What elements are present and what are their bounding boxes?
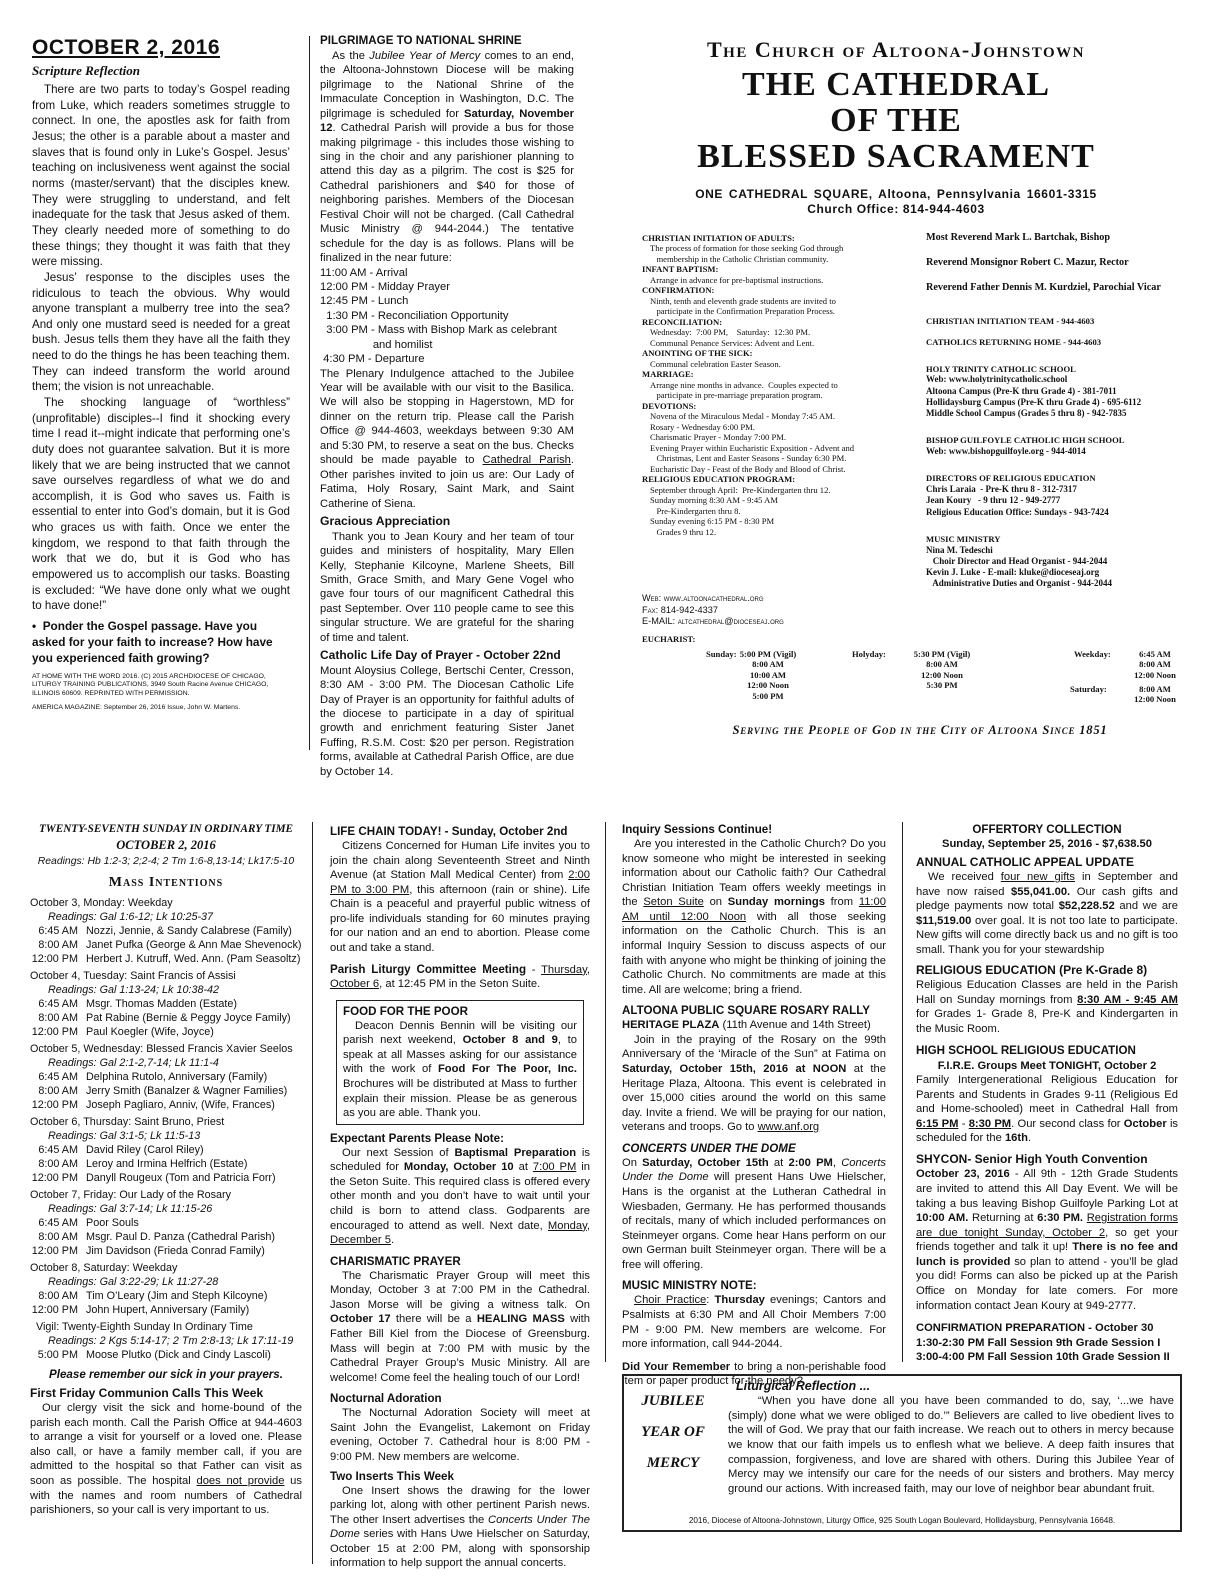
directory-groups (926, 316, 1196, 589)
liturgical-reflection (728, 1378, 1174, 1496)
clergy-rector: Reverend Monsignor Robert C. Mazur, Rector (926, 256, 1129, 268)
sacrament-detail: membership in the Catholic Christian community. (650, 253, 829, 264)
offertory-amount: Sunday, September 25, 2016 - $7,638.50 (942, 838, 1152, 851)
schedule-item: 12:45 PM - Lunch (320, 295, 409, 308)
intention-text: Paul Koegler (Wife, Joyce) (86, 1025, 214, 1038)
intention-text: Msgr. Thomas Madden (Estate) (86, 997, 238, 1010)
charismatic-heading: CHARISMATIC PRAYER (330, 1254, 461, 1268)
intention-text: Herbert J. Kutruff, Wed. Ann. (Pam Seasoltz) (86, 952, 301, 965)
sunday-name: TWENTY-SEVENTH SUNDAY IN ORDINARY TIME (38, 823, 294, 835)
schedule-item: 1:30 PM - Reconciliation Opportunity (320, 309, 509, 322)
mass-intention (30, 1143, 302, 1157)
sacrament-detail: Eucharistic Day - Feast of the Body and Blood of Christ. (650, 463, 846, 474)
appeal-text: We received four new gifts in September and have now raised $55,041.00. Our cash gifts and pledge payments now total $52,228.52 and we are $11,519.00 over goal. It is not too late to participate. New gifts will come directly back us and no gift is too small. Thank you for your stewardship (916, 871, 1179, 957)
day-readings: Readings: Gal 2:1-2,7-14; Lk 11:1-4 (48, 1056, 219, 1069)
directory-group (926, 534, 1196, 590)
mass-time: 8:00 AM (38, 1011, 78, 1024)
church-office-line: Church Office: 814-944-4603 (807, 202, 985, 217)
directory-heading: HOLY TRINITY CATHOLIC SCHOOL (926, 363, 1076, 374)
tagline: Serving the People of God in the City of Altoona Since 1851 (732, 723, 1108, 737)
mass-intentions-column (30, 822, 302, 1567)
mass-intention (30, 1025, 302, 1039)
sacrament-heading: DEVOTIONS: (642, 400, 697, 411)
clergy-vicar: Reverend Father Dennis M. Kurdziel, Parochial Vicar (926, 281, 1161, 293)
sacrament-detail: Grades 9 thru 12. (650, 526, 717, 537)
title-line-3: BLESSED SACRAMENT (697, 137, 1095, 175)
mass-time: 8:00 AM (38, 938, 78, 951)
directory-group (926, 316, 1196, 327)
reflection-paragraph: Jesus’ response to the disciples uses the ridiculous to teach the obvious. Why would anyone transplant a mulberry tree into the sea? And only one mustard seed is needed for a great bush. Jesus tells them they have all the faith they need to do the things he has been teaching them. They can indeed transform the world around them; the vision is not unreachable. (32, 270, 290, 394)
mass-time: 6:45 AM (38, 1070, 78, 1083)
sunday-readings: Readings: Hb 1:2-3; 2;2-4; 2 Tm 1:6-8,13-14; Lk17:5-10 (37, 855, 295, 867)
email-address: E-MAIL: altcathedral@dioceseaj.org (642, 616, 784, 626)
mass-intention (30, 924, 302, 938)
contact-info (642, 593, 914, 633)
mercy-word: MERCY (646, 1454, 700, 1471)
life-day-text: Mount Aloysius College, Bertschi Center, Cresson, 8:30 AM - 3:00 PM. The Diocesan Catholic Life Day of Prayer is an opportunity for faithful adults of the diocese to participate in a day of spiritual growth and enrichment featuring Sister Janet Fuffing, R.S.M. Cost: $20 per person. Registration forms, available at Cathedral Parish Office, are due by October 14. (320, 664, 574, 778)
credit-line: AT HOME WITH THE WORD 2016. (C) 2015 ARCHDIOCESE OF CHICAGO, LITURGY TRAINING PUBLICATIONS, 3949 South Racine Avenue CHICAGO, ILLINOIS 60609. REPRINTED WITH PERMISSION. (32, 672, 269, 697)
mass-intention (30, 1011, 302, 1025)
sacrament-detail: Charismatic Prayer - Monday 7:00 PM. (650, 432, 787, 443)
mass-time: 12:00 PM (31, 952, 78, 965)
mass-day: Vigil: Twenty-Eighth Sunday In Ordinary Time (30, 1321, 253, 1334)
mass-day: October 4, Tuesday: Saint Francis of Assisi (30, 969, 236, 982)
column-divider (605, 822, 606, 1362)
directory-line: Web: www.bishopguilfoyle.org - 944-4014 (926, 446, 1086, 457)
first-friday-text: Our clergy visit the sick and home-bound of the parish each month. Call the Parish Office at 944-4603 to arrange a visit for yourself or a loved one. Please also call, or have a family member call, if you are admitted to the hospital so that Father can visit as soon as possible. The hospital does not provide us with the names and room numbers of Cathedral parishioners, so your call is very important to us. (30, 1402, 302, 1517)
mass-time: 8:00 AM (38, 1290, 78, 1303)
sacrament-detail: Ninth, tenth and eleventh grade students are invited to (650, 295, 836, 306)
intention-text: Delphina Rutolo, Anniversary (Family) (86, 1070, 268, 1083)
mass-day: October 8, Saturday: Weekday (30, 1262, 178, 1275)
sacrament-detail: September through April: Pre-Kindergarten thru 12. (650, 484, 831, 495)
mass-intention (30, 1098, 302, 1112)
mass-intention (30, 1230, 302, 1244)
mass-intention (30, 1084, 302, 1098)
expectant-parents-heading: Expectant Parents Please Note: (330, 1131, 504, 1145)
sacrament-detail: Communal Penance Services: Advent and Lent. (650, 337, 815, 348)
web-address: Web: www.altoonacathedral.org (642, 593, 764, 603)
mass-intention (30, 997, 302, 1011)
inserts-text: One Insert shows the drawing for the lower parking lot, along with other pertinent Parish news. The other Insert advertises the Concerts Under The Dome series with Hans Uwe Hielscher on Saturday, October 15 at 2:00 PM, along with sponsorship information to help support the annual concerts. (330, 1484, 590, 1570)
reflection-paragraph: The shocking language of “worthless” (unprofitable) disciples--I find it shocking every time I read it--might indicate that performing one’s duty does not guarantee salvation. But it is more likely that we are being instructed that we cannot save ourselves regardless of what we do and accomplish, it is God who saves us. Faith is essential to enter into God’s domain, but it is God who graces us with faith. Once we enter the kingdom, we respond to that faith through the work that we do, but it is God who has empowered us to accomplish our tasks. Boasting is excluded: “We have done only what we ought to have done!” (32, 396, 290, 613)
mass-time: 8:00 AM (38, 1158, 78, 1171)
cathedral-title (596, 67, 1196, 175)
appreciation-text: Thank you to Jean Koury and her team of tour guides and ministers of hospitality, Mary Ellen Kelly, Stephanie Kilcoyne, Marlene Sheets, Bill Smith, Grace Smith, and Mary Gene Vogel who gave four tours of our magnificent Cathedral this past September. Over 110 people came to see this singular structure. We are grateful for the sharing of time and talent. (320, 530, 574, 644)
shycon-text: October 23, 2016 - All 9th - 12th Grade Students are invited to attend this All Day Event. We will be taking a bus leaving Bishop Guilfoyle Parking Lot at 10:00 AM. Returning at 6:30 PM. Registration forms are due tonight Sunday, October 2, so get your friends together and talk it up! There is no fee and lunch is provided so plan to attend - you’ll be glad you did! Forms can also be picked up at the Parish Office on Monday for late comers. For more information contact Jean Koury at 949-2777. (916, 1168, 1178, 1312)
sacrament-heading: CHRISTIAN INITIATION OF ADULTS: (642, 233, 795, 243)
liturgical-reflection-text: “When you have done all you have been commanded to do, say, ‘...we have (simply) done what we were obliged to do.’” Believers are called to live obedient lives to the will of God. We pray that our faith increase. We reach out to others in mercy because we know that our faith impels us to enflesh what we believe. A deep faith insures that compassion, forgiveness, and love are shared with others. During this Jubilee Year of Mercy may we intensify our care for the needs of our sisters and brothers. May mercy ground our actions. With increased faith, may our love of neighbor bear abundant fruit. (728, 1395, 1174, 1495)
education-column (916, 822, 1178, 1370)
holyday-label: Holyday: (852, 649, 886, 659)
mass-intentions-heading: Mass Intentions (108, 875, 224, 891)
holyday-times (892, 649, 992, 691)
shycon-heading: SHYCON- Senior High Youth Convention (916, 1151, 1148, 1166)
saturday-mass-time: 12:00 Noon (1134, 694, 1176, 705)
concerts-heading: CONCERTS UNDER THE DOME (622, 1141, 796, 1155)
announcements-column (330, 824, 590, 1569)
mass-intention (30, 1216, 302, 1230)
sunday-times (718, 649, 818, 701)
directory-line: Web: www.holytrinitycatholic.school (926, 374, 1068, 385)
food-heading: FOOD FOR THE POOR (343, 1004, 468, 1018)
confirmation-heading: CONFIRMATION PREPARATION - October 30 (916, 1322, 1154, 1335)
indulgence-text: The Plenary Indulgence attached to the Jubilee Year will be available with our visit to the Basilica. We will also be stopping in Hagerstown, MD for dinner on the return trip. Please call the Parish Office @ 944-4603, weekdays between 9:30 AM and 5:30 PM, to reserve a seat on the bus. Checks should be made payable to Cathedral Parish. Other parishes invited to join us are: Our Lady of Fatima, Holy Rosary, Saint Mark, and Saint Catherine of Siena. (320, 367, 574, 510)
mass-time: 6:45 AM (38, 997, 78, 1010)
life-chain-heading: LIFE CHAIN TODAY! - Sunday, October 2nd (330, 825, 568, 838)
first-friday-heading: First Friday Communion Calls This Week (30, 1385, 264, 1400)
jubilee-reflection-box (622, 1374, 1182, 1532)
inquiry-heading: Inquiry Sessions Continue! (622, 823, 773, 836)
mass-time: 12:00 PM (31, 1304, 78, 1317)
pilgrimage-text: As the Jubilee Year of Mercy comes to an end, the Altoona-Johnstown Diocese will be making pilgrimage to the National Shrine of the Immaculate Conception in Washington, D.C. The pilgrimage is scheduled for Saturday, November 12. Cathedral Parish will provide a bus for those making pilgrimage - this includes those wishing to sing in the choir and any parishioner planning to attend this day as a pilgrim. The cost is $25 for Cathedral parishioners and $40 for those of neighboring parishes. Members of the Diocesan Festival Choir will not be charged. (Call Cathedral Music Ministry @ 944-2044.) The tentative schedule for the day is as follows. Plans will be finalized in the near future: (320, 49, 575, 265)
mass-intention (30, 1244, 302, 1258)
directory-line: Nina M. Tedeschi (926, 544, 993, 555)
day-readings: Readings: Gal 1:13-24; Lk 10:38-42 (48, 983, 220, 996)
nocturnal-adoration-heading: Nocturnal Adoration (330, 1392, 442, 1406)
schedule-item: 12:00 PM - Midday Prayer (320, 280, 450, 293)
intention-text: Joseph Pagliaro, Anniv, (Wife, Frances) (86, 1098, 275, 1111)
intention-text: Nozzi, Jennie, & Sandy Calabrese (Family) (86, 924, 292, 937)
confirmation-session-1: 1:30-2:30 PM Fall Session 9th Grade Session I (916, 1336, 1161, 1349)
mass-intention (30, 1348, 302, 1362)
title-line-2: OF THE (830, 101, 962, 139)
intention-text: Janet Pufka (George & Ann Mae Shevenock) (86, 938, 302, 951)
sunday-mass-time: 8:00 AM (752, 659, 784, 670)
weekday-mass-time: 6:45 AM (1139, 649, 1171, 659)
sick-prayer-note: Please remember our sick in your prayers. (49, 1367, 283, 1381)
intention-text: Msgr. Paul D. Panza (Cathedral Parish) (86, 1231, 276, 1244)
intention-text: Pat Rabine (Bernie & Peggy Joyce Family) (86, 1011, 291, 1024)
sacrament-heading: CONFIRMATION: (642, 285, 715, 296)
mass-time: 6:45 AM (38, 924, 78, 937)
sacrament-detail: The process of formation for those seeking God through (650, 243, 844, 254)
mass-time: 12:00 PM (31, 1172, 78, 1185)
sacrament-heading: RELIGIOUS EDUCATION PROGRAM: (642, 474, 796, 485)
rosary-rally-location: HERITAGE PLAZA (11th Avenue and 14th Street) (622, 1019, 871, 1032)
sacrament-detail: Communal celebration Easter Season. (650, 358, 781, 369)
eucharist-schedule (642, 634, 1202, 712)
intention-text: Tim O’Leary (Jim and Steph Kilcoyne) (86, 1290, 268, 1303)
masthead (596, 34, 1196, 217)
parish-directory (926, 232, 1196, 637)
mass-time: 6:45 AM (38, 1144, 78, 1157)
day-readings: Readings: 2 Kgs 5:14-17; 2 Tm 2:8-13; Lk 17:11-19 (48, 1335, 294, 1348)
saturday-label: Saturday: (1070, 684, 1107, 694)
sacrament-detail: Arrange nine months in advance. Couples expected to (650, 379, 838, 390)
life-chain-text: Citizens Concerned for Human Life invites you to join the chain along Seventeenth Street and Ninth Avenue (at Station Mall Medical Center) from 2:00 PM to 3:00 PM, this afternoon (rain or shine). Life Chain is a peaceful and prayerful public witness of pro-life individuals standing for 60 minutes praying for our nation and an end to abortion. Please come out and take a stand. (330, 840, 590, 954)
fire-groups-line: F.I.R.E. Groups Meet TONIGHT, October 2 (937, 1059, 1157, 1072)
food-for-the-poor-box (336, 1000, 584, 1125)
mass-intention (30, 1303, 302, 1317)
sacrament-heading: ANOINTING OF THE SICK: (642, 348, 753, 359)
sacrament-heading: INFANT BAPTISM: (642, 264, 719, 275)
directory-line: Middle School Campus (Grades 5 thru 8) - 942-7835 (926, 408, 1127, 419)
baptism-prep-text: Our next Session of Baptismal Preparation is scheduled for Monday, October 10 at 7:00 PM in the Seton Suite. This required class is offered every other month and you don’t have to wait until your child is born to attend class. Godparents are encouraged to attend as well. Next date, Monday, December 5. (330, 1146, 590, 1247)
mass-intention (30, 938, 302, 952)
intention-text: Jim Davidson (Frieda Conrad Family) (86, 1245, 265, 1258)
ponder-text: Ponder the Gospel passage. Have you asked for your faith to increase? How have you experienced faith growing? (32, 618, 273, 665)
sacraments-list (642, 233, 914, 583)
confirmation-session-2: 3:00-4:00 PM Fall Session 10th Grade Session II (916, 1351, 1170, 1364)
directory-heading: DIRECTORS OF RELIGIOUS EDUCATION (926, 473, 1096, 484)
saturday-mass-time: 8:00 AM (1139, 684, 1171, 694)
mass-day: October 3, Monday: Weekday (30, 896, 173, 909)
concerts-text: On Saturday, October 15th at 2:00 PM, Concerts Under the Dome will present Hans Uwe Hielscher, Hans is the organist at the Lutheran Cathedral in Wiesbaden, Germany. He has performed thousands of recitals, many of which included performances on Steinmeyer organs. Come hear Hans perform on our own German built Steinmeyer organ. There will be a free will offering. (622, 1156, 886, 1271)
pilgrimage-heading: PILGRIMAGE TO NATIONAL SHRINE (320, 34, 522, 47)
directory-heading: CHRISTIAN INITIATION TEAM - 944-4603 (926, 316, 1095, 327)
directory-group (926, 435, 1196, 457)
sunday-label: Sunday: (706, 649, 737, 659)
holyday-mass-time: 5:30 PM (Vigil) (913, 649, 971, 659)
jubilee-footer: 2016, Diocese of Altoona-Johnstown, Liturgy Office, 925 South Logan Boulevard, Hollidaysburg, Pennsylvania 16648. (688, 1516, 1116, 1526)
jubilee-word: JUBILEE (641, 1393, 705, 1409)
sacrament-detail: participate in the Confirmation Preparation Process. (650, 306, 835, 317)
mass-time: 12:00 PM (31, 1245, 78, 1258)
directory-line: Kevin J. Luke - E-mail: kluke@dioceseaj.org (926, 567, 1100, 578)
sacrament-detail: Evening Prayer within Eucharistic Exposition - Advent and (650, 442, 855, 453)
rosary-rally-text: Join in the praying of the Rosary on the 99th Anniversary of the ‘Miracle of the Sun” at Fatima on Saturday, October 15th, 2016 at NOON at the Heritage Plaza, Altoona. This event is celebrated in over 15,000 cities around the world on this same day. Invite a friend. We will be praying for our nation, veterans and troops. Go to www.anf.org (622, 1033, 886, 1134)
directory-line: Chris Laraia - Pre-K thru 8 - 312-7317 (926, 484, 1077, 495)
schedule-item: 3:00 PM - Mass with Bishop Mark as celebrant (320, 324, 557, 337)
fax-number: Fax: 814-942-4337 (642, 604, 718, 615)
address-line: ONE CATHEDRAL SQUARE, Altoona, Pennsylvania 16601-3315 (695, 186, 1097, 201)
sacrament-detail: Sunday evening 6:15 PM - 8:30 PM (650, 516, 775, 527)
schedule-item: 11:00 AM - Arrival (320, 266, 408, 279)
sacrament-detail: Sunday morning 8:30 AM - 9:45 AM (650, 495, 778, 506)
directory-line: Hollidaysburg Campus (Pre-K thru Grade 4) - 695-6112 (926, 396, 1142, 407)
sacrament-heading: MARRIAGE: (642, 369, 694, 380)
inserts-heading: Two Inserts This Week (330, 1469, 454, 1483)
intention-text: Leroy and Irmina Helfrich (Estate) (86, 1158, 248, 1171)
weekday-mass-time: 8:00 AM (1139, 659, 1171, 670)
schedule-item: and homilist (320, 338, 433, 351)
mass-day: October 7, Friday: Our Lady of the Rosary (30, 1189, 232, 1202)
rosary-rally-heading: ALTOONA PUBLIC SQUARE ROSARY RALLY (622, 1004, 870, 1018)
day-readings: Readings: Gal 3:22-29; Lk 11:27-28 (48, 1276, 219, 1289)
holyday-mass-time: 8:00 AM (926, 659, 958, 670)
directory-group (926, 337, 1196, 348)
scripture-column (32, 34, 290, 754)
intention-text: David Riley (Carol Riley) (86, 1144, 204, 1157)
eucharist-label: EUCHARIST: (642, 634, 696, 644)
fire-groups-text: Family Intergenerational Religious Education for Parents and Students in Grades 9-11 (Religious Ed and Home-schooled) meet in Cathedral Hall from 6:15 PM - 8:30 PM. Our second class for October is scheduled for the 16th. (916, 1074, 1179, 1145)
saturday-times (1120, 684, 1190, 705)
directory-group (926, 473, 1196, 517)
sacrament-detail: Wednesday: 7:00 PM, Saturday: 12:30 PM. (650, 327, 811, 338)
mass-time: 12:00 PM (31, 1098, 78, 1111)
food-reminder-text: Did Your Remember to bring a non-perishable food item or paper product for the needy? (622, 1360, 886, 1388)
mass-time: 12:00 PM (31, 1025, 78, 1038)
column-divider (312, 822, 313, 1564)
day-readings: Readings: Gal 1:6-12; Lk 10:25-37 (48, 910, 214, 923)
sunday-mass-time: 5:00 PM (752, 690, 784, 701)
title-line-1: THE CATHEDRAL (741, 65, 1051, 103)
mass-day: October 6, Thursday: Saint Bruno, Priest (30, 1115, 225, 1128)
sunday-mass-time: 12:00 Noon (747, 680, 789, 691)
mass-intention (30, 1171, 302, 1185)
liturgical-reflection-heading: Liturgical Reflection ... (736, 1379, 871, 1393)
mass-intention (30, 952, 302, 966)
nocturnal-adoration-text: The Nocturnal Adoration Society will meet at Saint John the Evangelist, Lakemont on Friday evening, October 7. Cathedral hour is 8:00 PM - 9:00 PM. New members are welcome. (330, 1407, 590, 1463)
appeal-heading: ANNUAL CATHOLIC APPEAL UPDATE (916, 854, 1135, 869)
intention-text: Moose Plutko (Dick and Cindy Lascoli) (86, 1349, 271, 1362)
holyday-mass-time: 12:00 Noon (921, 669, 963, 680)
intention-text: John Hupert, Anniversary (Family) (86, 1304, 250, 1317)
weekday-mass-time: 12:00 Noon (1134, 669, 1176, 680)
clergy-bishop: Most Reverend Mark L. Bartchak, Bishop (926, 232, 1111, 243)
sunday-mass-time: 10:00 AM (749, 669, 787, 680)
liturgy-committee-text: Parish Liturgy Committee Meeting - Thursday, October 6, at 12:45 PM in the Seton Suite. (330, 962, 590, 991)
directory-heading: MUSIC MINISTRY (926, 533, 1001, 544)
sunday-date: OCTOBER 2, 2016 (116, 837, 216, 852)
mass-time: 5:00 PM (37, 1349, 78, 1362)
religious-education-text: Religious Education Classes are held in the Parish Hall on Sunday mornings from 8:30 AM - 9:45 AM for Grades 1- Grade 8, Pre-K and Kindergarten in the Music Room. (916, 979, 1178, 1035)
holyday-mass-time: 5:30 PM (926, 680, 958, 691)
mass-intention (30, 1070, 302, 1084)
intention-text: Jerry Smith (Banalzer & Wagner Families) (86, 1084, 288, 1097)
music-ministry-text: Choir Practice: Thursday evenings; Cantors and Psalmists at 6:30 PM and All Choir Members 7:00 PM - 9:00 PM. New members are welcome. For more information, call 944-2044. (622, 1294, 887, 1351)
column-divider (309, 36, 310, 750)
weekday-label: Weekday: (1074, 649, 1111, 659)
jubilee-side-text (630, 1386, 716, 1478)
charismatic-text: The Charismatic Prayer Group will meet this Monday, October 3 at 7:00 PM in the Cathedral. Jason Morse will be giving a witness talk. On October 17 there will be a HEALING MASS with Father Bill Kiel from the Diocese of Greensburg. Mass will begin at 7:00 PM with music by the Cathedral Prayer Group’s Music Ministry. All are welcome! Come feel the healing touch of our Lord! (330, 1269, 590, 1384)
directory-group (926, 364, 1196, 420)
directory-line: Administrative Duties and Organist - 944-2044 (926, 578, 1113, 589)
column-divider (902, 822, 903, 1362)
religious-education-heading: RELIGIOUS EDUCATION (Pre K-Grade 8) (916, 962, 1148, 977)
sacrament-detail: Novena of the Miraculous Medal - Monday 7:45 AM. (650, 411, 835, 422)
mass-intention (30, 1289, 302, 1303)
life-day-heading: Catholic Life Day of Prayer - October 22nd (320, 648, 561, 663)
directory-line: Altoona Campus (Pre-K thru Grade 4) - 381-7011 (926, 385, 1117, 396)
issue-date: OCTOBER 2, 2016 (32, 36, 221, 59)
food-text: Deacon Dennis Bennin will be visiting our parish next weekend, October 8 and 9, to speak at all Masses asking for our assistance with the work of Food For The Poor, Inc. Brochures will be distributed at Mass to further explain their mission. Please be as generous as you are able. Thank you. (343, 1019, 577, 1120)
year-of-word: YEAR OF (641, 1423, 705, 1440)
church-name: The Church of Altoona-Johnstown (706, 37, 1085, 62)
sacrament-detail: Pre-Kindergarten thru 8. (650, 505, 741, 516)
mass-day: October 5, Wednesday: Blessed Francis Xavier Seelos (30, 1042, 293, 1055)
directory-line: Religious Education Office: Sundays - 943-7424 (926, 506, 1109, 517)
gracious-appreciation-heading: Gracious Appreciation (320, 513, 451, 528)
day-readings: Readings: Gal 3:7-14; Lk 11:15-26 (48, 1203, 213, 1216)
pilgrimage-schedule (320, 266, 574, 367)
music-ministry-heading: MUSIC MINISTRY NOTE: (622, 1279, 757, 1293)
mass-intentions-list (30, 896, 302, 1363)
directory-heading: BISHOP GUILFOYLE CATHOLIC HIGH SCHOOL (926, 435, 1125, 446)
directory-line: Jean Koury - 9 thru 12 - 949-2777 (926, 495, 1061, 506)
mass-time: 8:00 AM (38, 1231, 78, 1244)
schedule-item: 4:30 PM - Departure (320, 353, 425, 366)
high-school-heading: HIGH SCHOOL RELIGIOUS EDUCATION (916, 1044, 1136, 1058)
intention-text: Danyll Rougeux (Tom and Patricia Forr) (86, 1172, 276, 1185)
sacrament-detail: Christmas, Lent and Easter Seasons - Sunday 6:30 PM. (650, 453, 847, 464)
mass-intention (30, 1157, 302, 1171)
directory-line: Choir Director and Head Organist - 944-2044 (926, 555, 1108, 566)
ponder-bullet (32, 619, 290, 667)
reflection-paragraph: There are two parts to today’s Gospel reading from Luke, which readers sometimes struggle to connect. In one, the apostles ask for faith from Jesus; the other is a parable about a master and slaves that is found only in Luke’s Gospel. Jesus’ teaching on inclusiveness went against the social norms (master/servant) that the disciples knew. They were struggling to understand, and felt inadequate for the task that Jesus asked of them. They clearly needed more of something to do these things; they thought it was faith that they were missing. (32, 83, 290, 269)
scripture-reflection-heading: Scripture Reflection (32, 63, 140, 79)
day-readings: Readings: Gal 3:1-5; Lk 11:5-13 (48, 1130, 201, 1143)
intention-text: Poor Souls (86, 1217, 139, 1230)
inquiry-text: Are you interested in the Catholic Church? Do you know someone who might be interested in seeking information about our Catholic faith? Our Cathedral Christian Initiation Team offers weekly meetings in the Seton Suite on Sunday mornings from 11:00 AM until 12:00 Noon with all those seeking information on the Catholic Church. This is an informal Inquiry Session to discuss aspects of our faith with anyone who might be thinking of joining the Catholic Church. No commitments are made at this time. All are welcome; bring a friend. (622, 838, 887, 996)
credit-line: AMERICA MAGAZINE: September 26, 2016 Issue, John W. Martens. (32, 704, 241, 712)
sacrament-detail: Arrange in advance for pre-baptismal instructions. (650, 274, 824, 285)
sunday-mass-time: 5:00 PM (Vigil) (739, 649, 797, 659)
weekday-times (1120, 649, 1190, 680)
directory-heading: CATHOLICS RETURNING HOME - 944-4603 (926, 336, 1102, 347)
offertory-heading: OFFERTORY COLLECTION (972, 823, 1122, 836)
scripture-reflection-text (32, 82, 290, 614)
pilgrimage-column (320, 34, 575, 778)
mass-time: 6:45 AM (38, 1217, 78, 1230)
sacrament-detail: Rosary - Wednesday 6:00 PM. (650, 421, 755, 432)
sacrament-detail: participate in pre-marriage preparation program. (650, 390, 823, 401)
mass-time: 8:00 AM (38, 1084, 78, 1097)
bullet-icon: • (32, 618, 43, 633)
sacrament-heading: RECONCILIATION: (642, 316, 723, 327)
